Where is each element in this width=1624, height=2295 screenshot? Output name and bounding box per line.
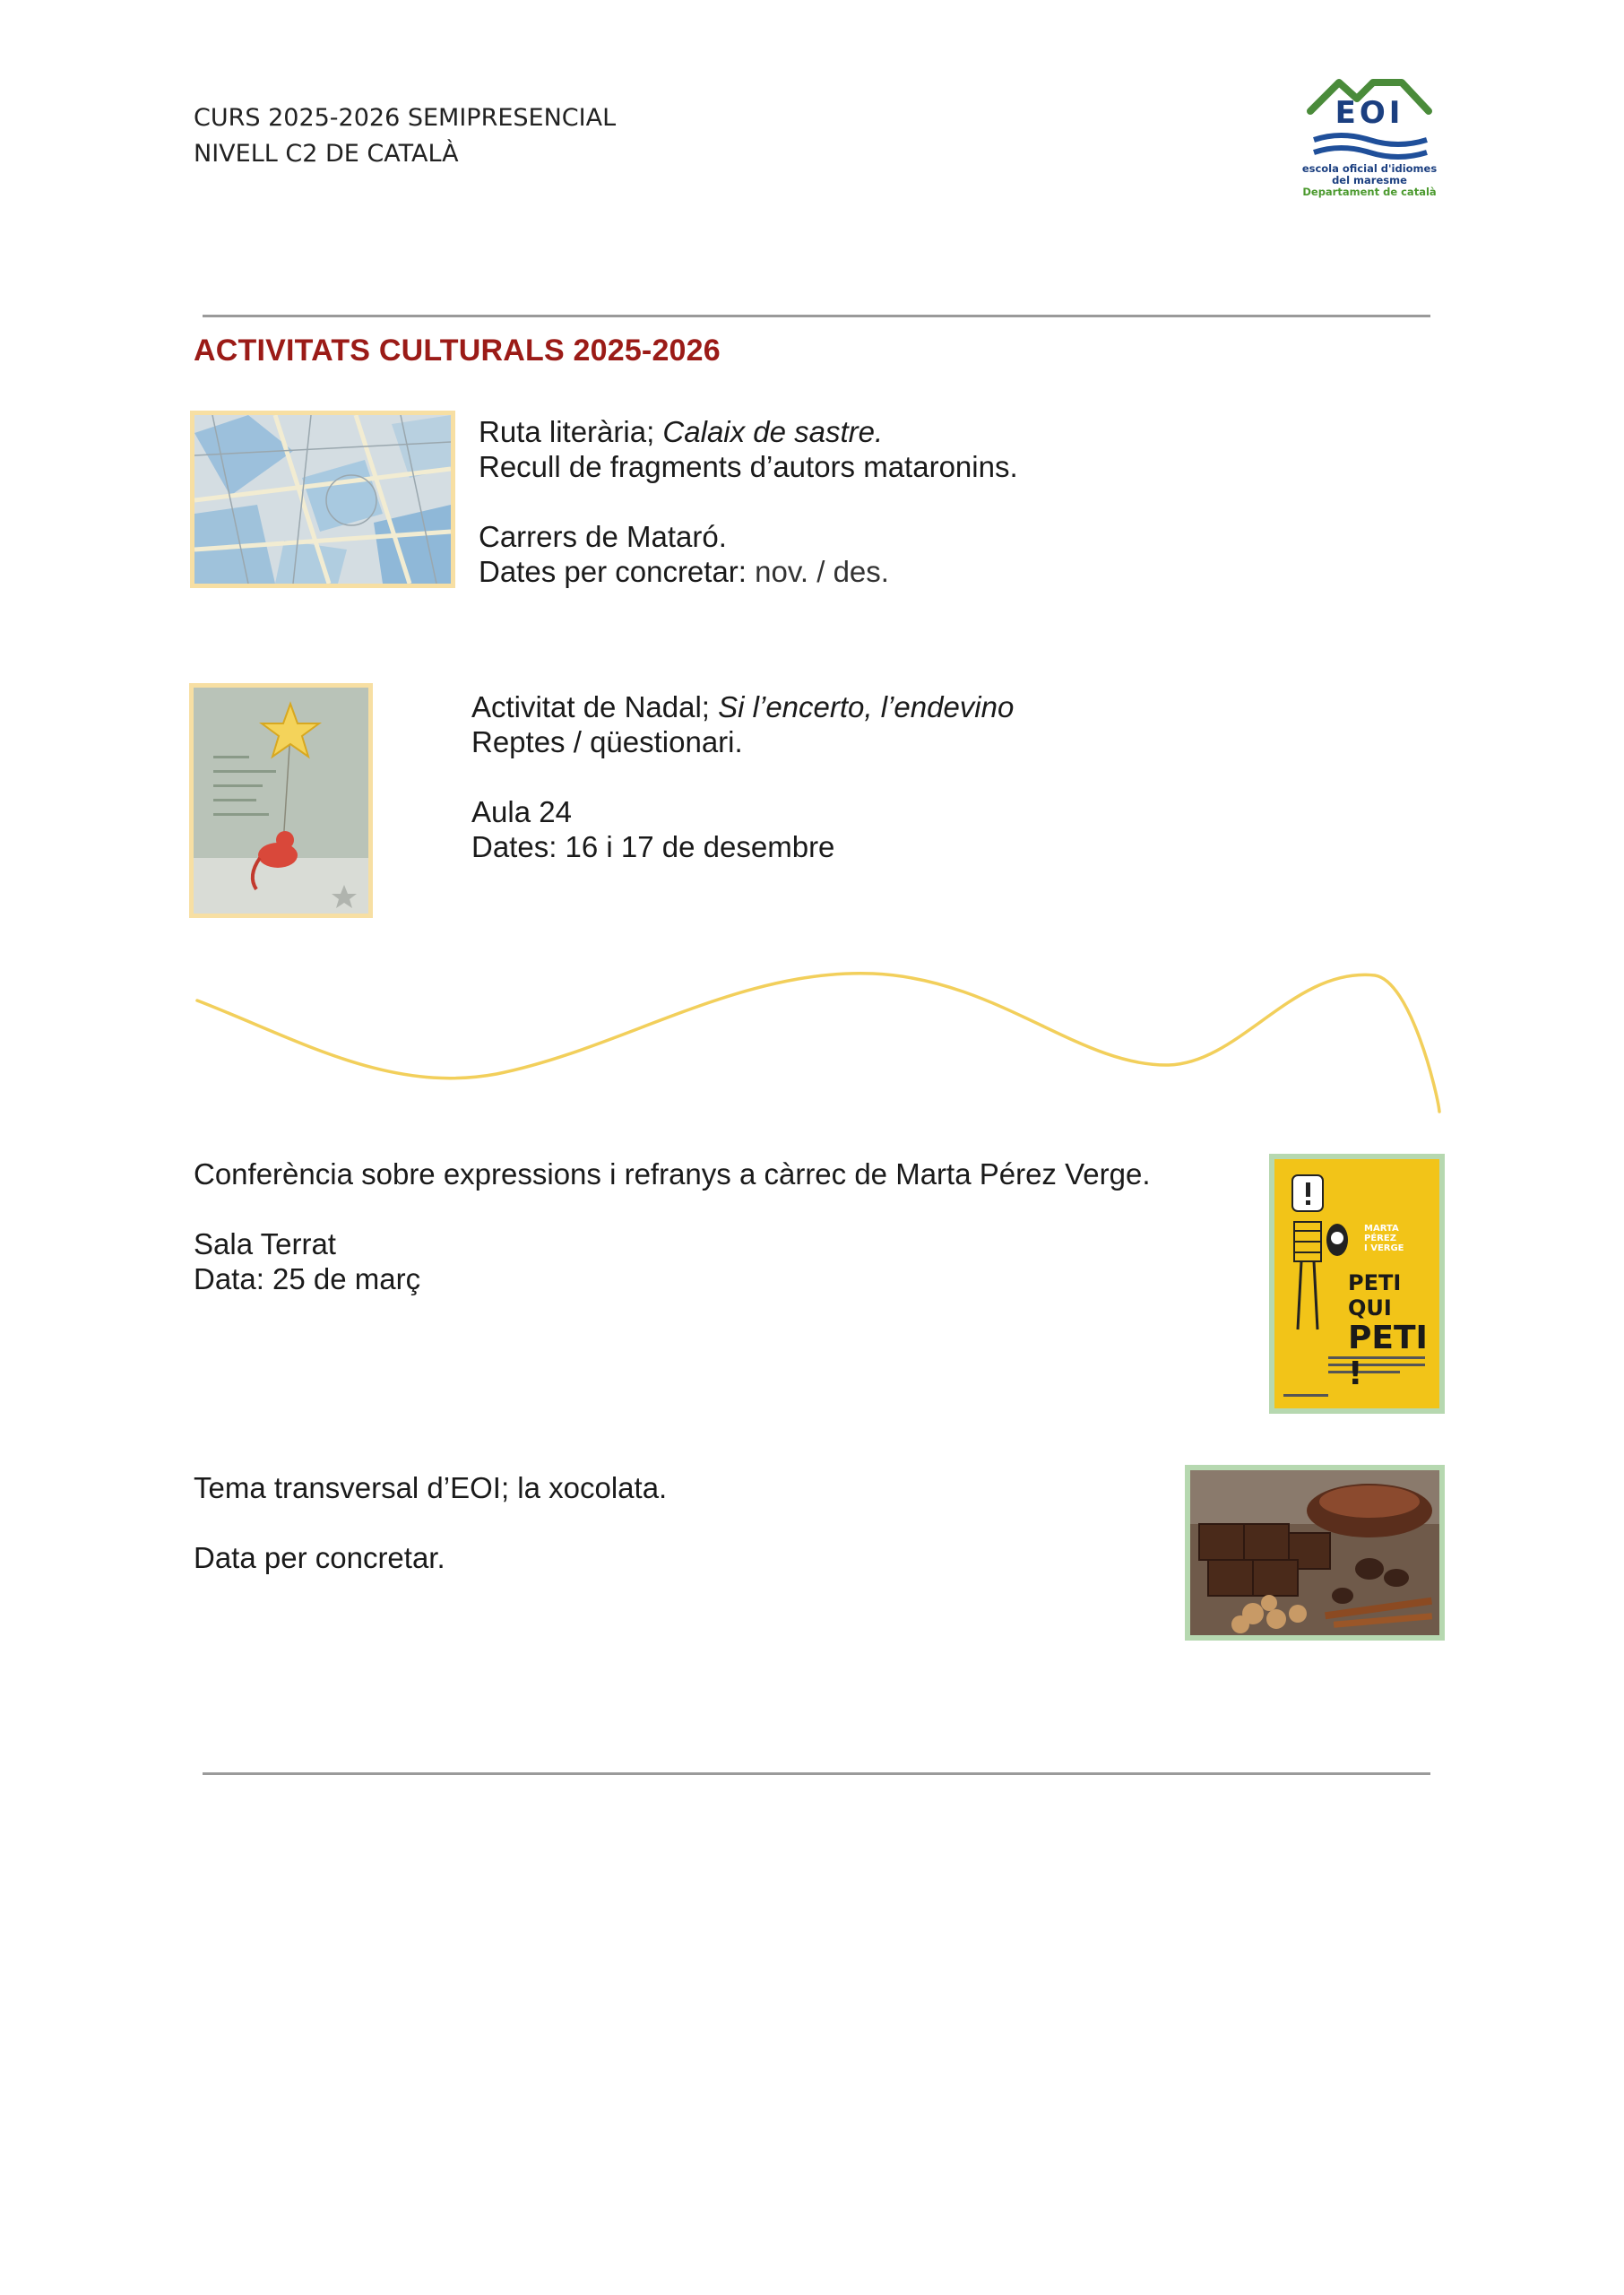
nadal-place: Aula 24 xyxy=(471,795,572,828)
nadal-dates: Dates: 16 i 17 de desembre xyxy=(471,830,835,863)
book-cover-star-icon xyxy=(194,688,368,914)
nadal-name xyxy=(471,689,1014,724)
book-author-second: PÉREZ xyxy=(1364,1234,1396,1243)
bottom-divider xyxy=(203,1772,1430,1775)
chocolate-image xyxy=(1185,1465,1445,1641)
top-divider xyxy=(203,315,1430,317)
book-author xyxy=(1364,1224,1404,1253)
course-header xyxy=(194,100,616,172)
logo-department: Departament de català xyxy=(1302,186,1437,198)
conferencia-place: Sala Terrat xyxy=(194,1227,336,1260)
ruta-prefix: Ruta literària; xyxy=(479,415,663,448)
ruta-dates-value: nov. / des. xyxy=(755,555,889,588)
nadal-text xyxy=(471,689,1014,864)
xocolata-desc: Tema transversal d’EOI; la xocolata. xyxy=(194,1471,668,1504)
level-line: NIVELL C2 DE CATALÀ xyxy=(194,140,459,168)
conferencia-desc: Conferència sobre expressions i refranys a càrrec de Marta Pérez Verge. xyxy=(194,1157,1151,1191)
peti-qui-peti-book xyxy=(1269,1154,1445,1414)
conferencia-date: Data: 25 de març xyxy=(194,1262,421,1295)
logo-region: del maresme xyxy=(1332,174,1407,186)
decorative-wave xyxy=(192,959,1447,1121)
ruta-desc: Recull de fragments d’autors mataronins. xyxy=(479,450,1018,483)
eoi-logo xyxy=(1301,70,1438,206)
logo-school: escola oficial d'idiomes xyxy=(1301,162,1438,175)
ruta-dates xyxy=(479,554,1018,589)
page-title: ACTIVITATS CULTURALS 2025-2026 xyxy=(194,333,721,368)
book-title-line2: PETI ! xyxy=(1348,1320,1428,1392)
conferencia-text xyxy=(194,1156,1151,1296)
logo-acronym: EOI xyxy=(1335,95,1404,131)
xocolata-text xyxy=(194,1470,667,1575)
course-line: CURS 2025-2026 SEMIPRESENCIAL xyxy=(194,104,617,132)
ruta-title: Calaix de sastre. xyxy=(662,415,884,448)
logo-text xyxy=(1301,163,1438,198)
book-title xyxy=(1348,1270,1439,1392)
chocolate-photo-icon xyxy=(1190,1470,1439,1635)
book-author-third: I VERGE xyxy=(1364,1243,1404,1253)
book-author-first: MARTA xyxy=(1364,1224,1399,1234)
nadal-title: Si l’encerto, l’endevino xyxy=(718,690,1015,723)
ruta-place: Carrers de Mataró. xyxy=(479,520,727,553)
nadal-book-image xyxy=(189,683,373,918)
ruta-text xyxy=(479,414,1018,589)
ruta-name xyxy=(479,414,1018,449)
street-map-image xyxy=(190,411,455,588)
nadal-prefix: Activitat de Nadal; xyxy=(471,690,719,723)
book-title-line1: PETI QUI xyxy=(1348,1270,1402,1321)
xocolata-date: Data per concretar. xyxy=(194,1541,445,1574)
nadal-desc: Reptes / qüestionari. xyxy=(471,725,743,758)
street-map-icon xyxy=(194,415,451,584)
ruta-dates-label: Dates per concretar: xyxy=(479,555,756,588)
